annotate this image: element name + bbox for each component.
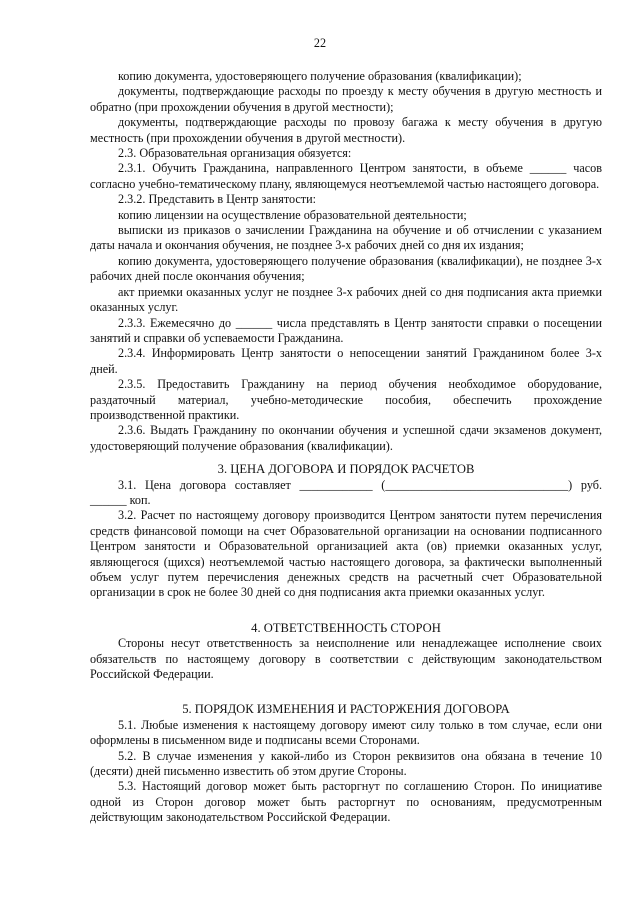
paragraph: 2.3.1. Обучить Гражданина, направленного Центром занятости, в объеме ______ часов согласно учебно-тематическому плану, являющемуся неотъемлемой частью настоящего договора. <box>90 161 602 191</box>
section-heading-4: 4. ОТВЕТСТВЕННОСТЬ СТОРОН <box>251 620 441 635</box>
paragraph: 3.2. Расчет по настоящему договору производится Центром занятости путем перечисления средств финансовой помощи на счет Образовательной организации на основании подписанного Центром занятости и Образовательной организацией акта (ов) приемки оказанных услуг, являющегося (щихся) неотъемлемой частью настоящего договора, за фактически выполненный объем услуг путем перечисления денежных средств на расчетный счет Образовательной организации в срок не более 30 дней со дня подписания акта приемки оказанных услуг. <box>90 508 602 600</box>
paragraph: акт приемки оказанных услуг не позднее 3-х рабочих дней со дня подписания акта приемки оказанных услуг. <box>90 284 602 315</box>
paragraph: копию лицензии на осуществление образовательной деятельности; <box>118 207 467 222</box>
paragraph: 3.1. Цена договора составляет ____________ (______________________________) руб. ______ коп. <box>90 477 602 507</box>
paragraph: выписки из приказов о зачислении Гражданина на обучение и об отчислении с указанием даты начала и окончания обучения, не позднее 3-х рабочих дней со дня их издания; <box>90 223 602 253</box>
paragraph: документы, подтверждающие расходы по провозу багажа к месту обучения в другую местность (при прохождении обучения в другой местности). <box>90 115 602 145</box>
paragraph: 5.3. Настоящий договор может быть расторгнут по соглашению Сторон. По инициативе одной из Сторон договор может быть расторгнут по основаниям, предусмотренным действующим законодательством Российской Федерации. <box>90 779 602 825</box>
paragraph: 2.3.3. Ежемесячно до ______ числа представлять в Центр занятости справки о посещении занятий и справки об успеваемости Гражданина. <box>90 315 602 345</box>
paragraph: 2.3. Образовательная организация обязуется: <box>118 146 352 161</box>
paragraph: 2.3.6. Выдать Гражданину по окончании обучения и успешной сдачи экзаменов документ, удостоверяющий получение образования (квалификации). <box>90 423 602 453</box>
paragraph: копию документа, удостоверяющего получение образования (квалификации); <box>118 69 522 83</box>
paragraph: Стороны несут ответственность за неисполнение или ненадлежащее исполнение своих обязательств по настоящему договору в соответствии с действующим законодательством Российской Федерации. <box>90 636 602 682</box>
document-body <box>90 69 602 826</box>
section-heading-3: 3. ЦЕНА ДОГОВОРА И ПОРЯДОК РАСЧЕТОВ <box>217 462 475 477</box>
paragraph: 2.3.5. Предоставить Гражданину на период обучения необходимое оборудование, раздаточный материал, учебно-методические пособия, обеспечить прохождение производственной практики. <box>90 377 602 422</box>
paragraph: 2.3.2. Представить в Центр занятости: <box>118 192 317 207</box>
paragraph: документы, подтверждающие расходы по проезду к месту обучения в другую местность и обратно (при прохождении обучения в другой местности); <box>90 84 602 114</box>
paragraph: копию документа, удостоверяющего получение образования (квалификации), не позднее 3-х рабочих дней после окончания обучения; <box>90 253 602 284</box>
paragraph: 5.1. Любые изменения к настоящему договору имеют силу только в том случае, если они оформлены в письменном виде и подписаны всеми Сторонами. <box>90 717 602 748</box>
paragraph: 5.2. В случае изменения у какой-либо из Сторон реквизитов она обязана в течение 10 (десяти) дней письменно известить об этом другие Стороны. <box>90 748 602 779</box>
section-heading-5: 5. ПОРЯДОК ИЗМЕНЕНИЯ И РАСТОРЖЕНИЯ ДОГОВОРА <box>182 702 510 717</box>
paragraph: 2.3.4. Информировать Центр занятости о непосещении занятий Гражданином более 3-х дней. <box>90 346 602 376</box>
page-number: 22 <box>313 36 327 50</box>
